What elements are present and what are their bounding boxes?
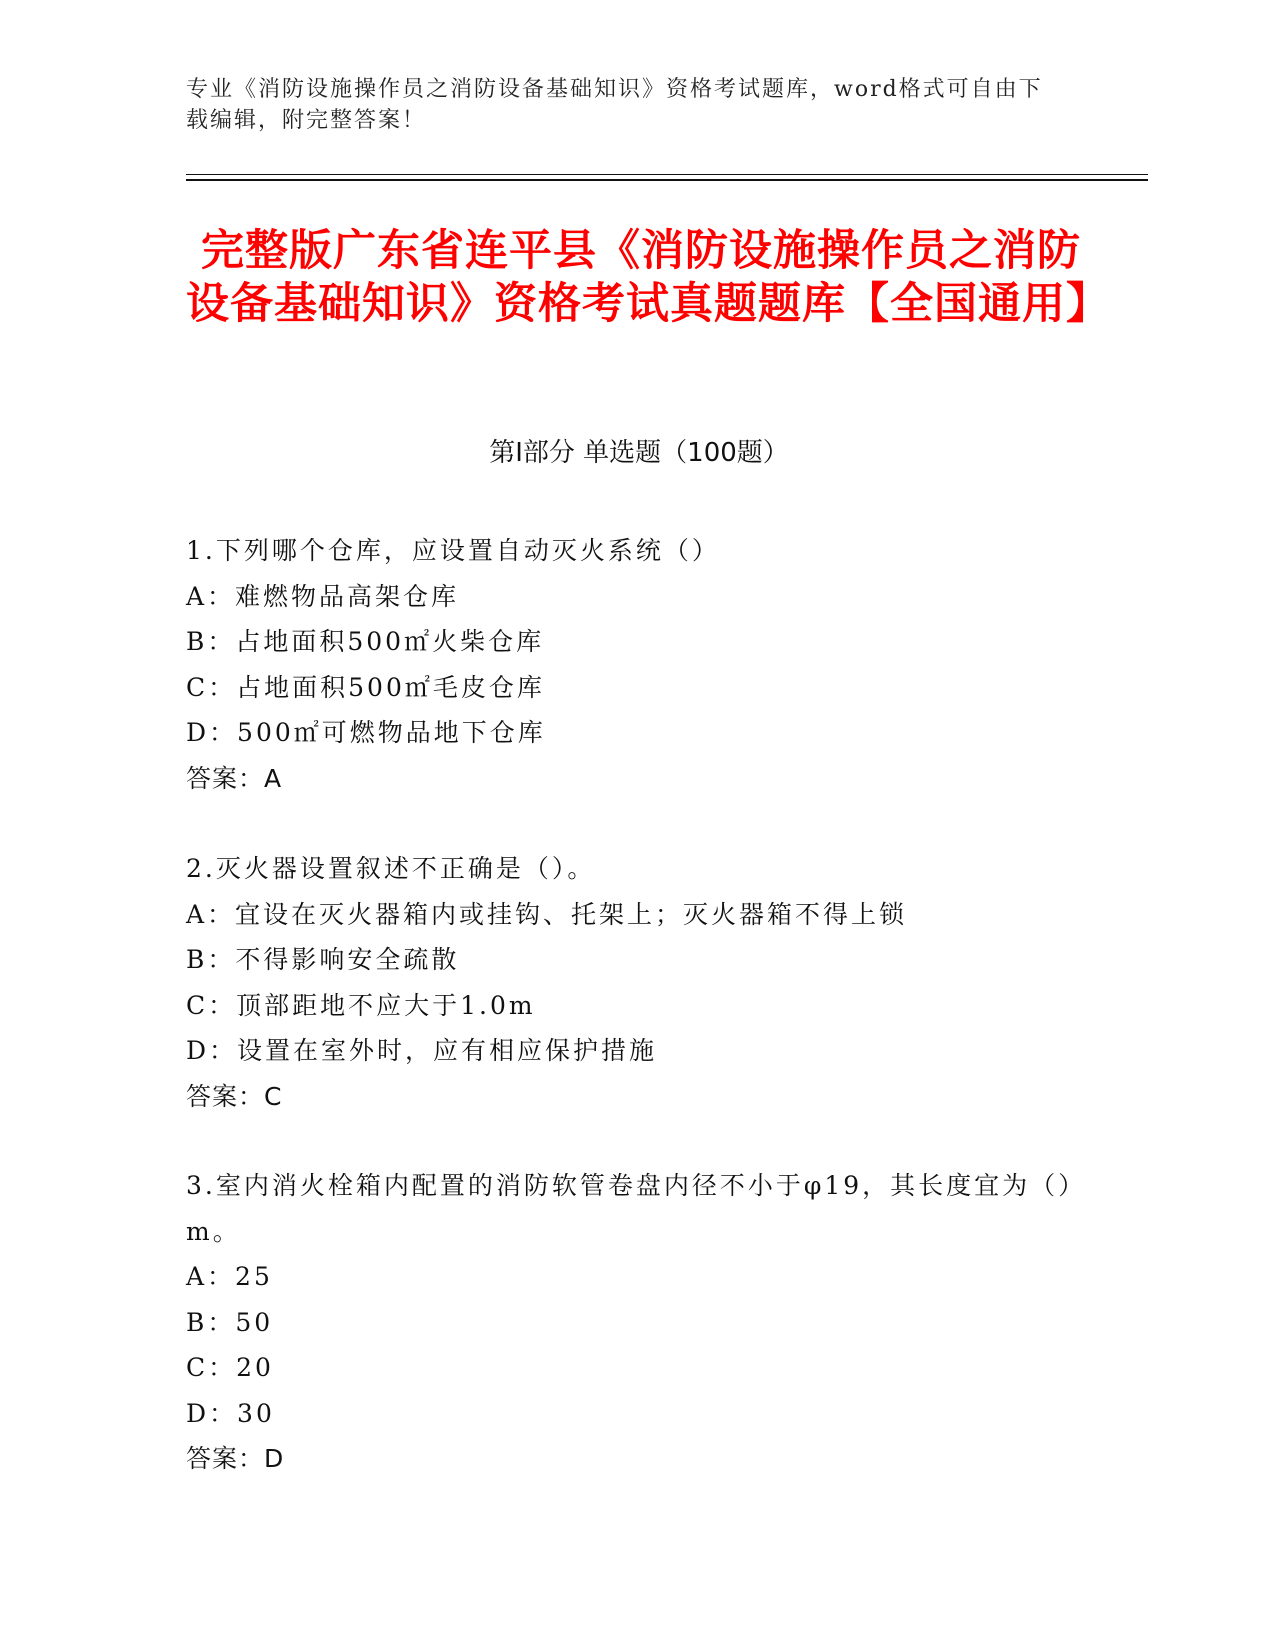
- option-d: D：30: [186, 1398, 275, 1428]
- answer: 答案：C: [186, 1081, 283, 1111]
- option-b: B：不得影响安全疏散: [186, 945, 460, 974]
- option-b: B：50: [186, 1307, 274, 1337]
- option-a: A：难燃物品高架仓库: [186, 581, 460, 611]
- header-divider-thin: [186, 174, 1148, 175]
- option-c: C：20: [186, 1353, 274, 1382]
- option-c: C：顶部距地不应大于1.0m: [186, 990, 536, 1020]
- option-d: D：设置在室外时，应有相应保护措施: [186, 1036, 658, 1065]
- document-title: 完整版广东省连平县《消防设施操作员之消防设备基础知识》资格考试真题题库【全国通用】: [186, 226, 1110, 329]
- question-2: [186, 846, 1086, 1119]
- answer: 答案：A: [186, 763, 283, 793]
- question-1: [186, 528, 1086, 801]
- option-a: A：宜设在灭火器箱内或挂钩、托架上；灭火器箱不得上锁: [186, 899, 908, 929]
- header-note: 专业《消防设施操作员之消防设备基础知识》资格考试题库，word格式可自由下载编辑，附完整答案！: [186, 77, 1043, 133]
- option-d: D：500㎡可燃物品地下仓库: [186, 718, 546, 747]
- header-divider-thick: [186, 179, 1148, 181]
- question-stem: 1.下列哪个仓库，应设置自动灭火系统（）: [186, 536, 720, 565]
- section-title: 第I部分 单选题（100题）: [489, 438, 789, 468]
- answer: 答案：D: [186, 1444, 285, 1473]
- option-c: C：占地面积500㎡毛皮仓库: [186, 672, 545, 702]
- question-stem: 3.室内消火栓箱内配置的消防软管卷盘内径不小于φ19，其长度宜为（）m。: [186, 1171, 1074, 1246]
- question-stem: 2.灭火器设置叙述不正确是（）。: [186, 854, 596, 883]
- question-3: [186, 1163, 1086, 1482]
- option-a: A：25: [186, 1262, 273, 1291]
- option-b: B：占地面积500㎡火柴仓库: [186, 627, 545, 656]
